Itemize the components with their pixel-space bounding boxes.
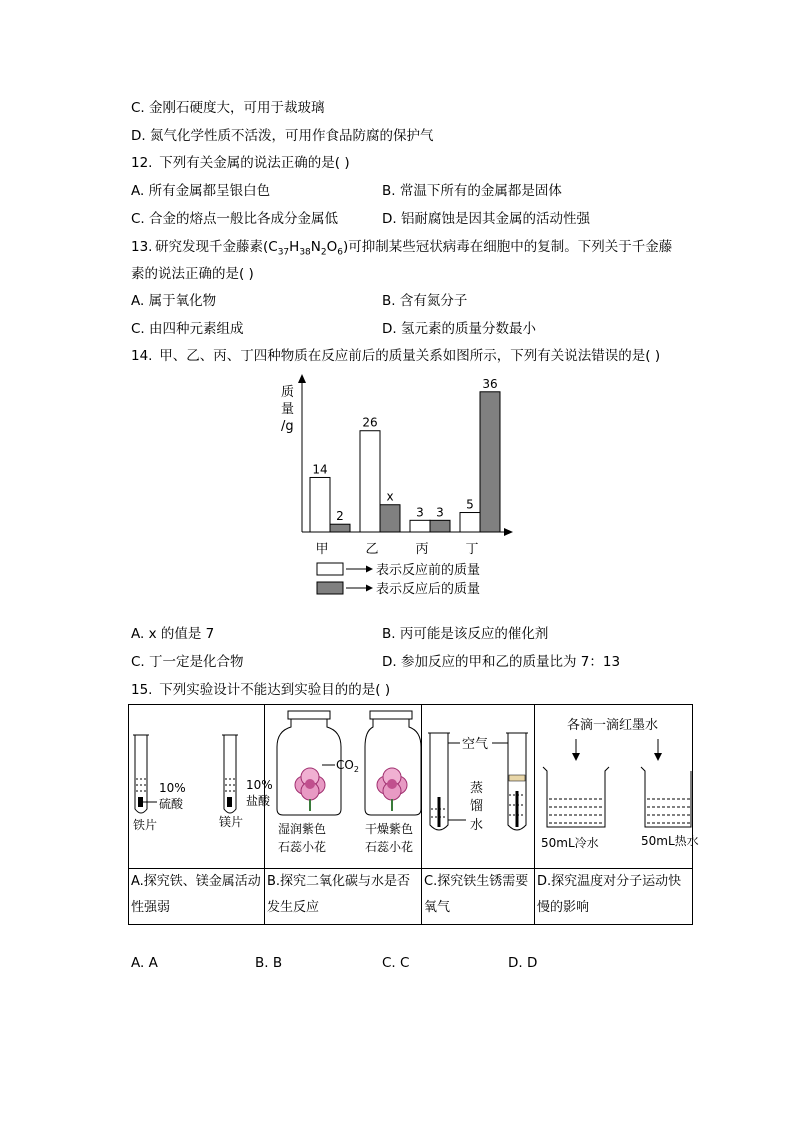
- legend-arrow-head: [366, 585, 373, 592]
- question-15-stem: [131, 678, 390, 698]
- bar-value-label: 36: [482, 376, 498, 391]
- flower-right-line2: 石蕊小花: [365, 840, 414, 854]
- air-label: 空气: [462, 737, 489, 752]
- legend-label-after: 表示反应后的质量: [376, 582, 481, 597]
- test-tube-1: [133, 735, 149, 813]
- q14-option-d: D. 参加反应的甲和乙的质量比为 7：13: [382, 654, 621, 670]
- experiment-a-caption: [129, 869, 265, 925]
- experiment-b-caption: [265, 869, 422, 925]
- q12-option-a: A. 所有金属都呈银白色: [131, 183, 271, 199]
- question-number: 12.: [131, 155, 153, 171]
- x-tick-label: 甲: [315, 542, 329, 557]
- x-tick-label: 丙: [415, 542, 429, 557]
- q12-option-b: B. 常温下所有的金属都是固体: [382, 183, 562, 199]
- stem-part: )可抑制某些冠状病毒在细胞中的复制。下列关于千金藤: [342, 239, 673, 255]
- water-label-2: 馏: [470, 799, 484, 814]
- formula-element: H: [289, 239, 300, 255]
- bar-value-label: x: [386, 489, 394, 504]
- question-number: 13.: [131, 239, 153, 255]
- y-label-3: /g: [281, 419, 294, 434]
- q15-option-d: D. D: [508, 955, 538, 971]
- experiment-c-figure: [422, 705, 535, 869]
- q14-option-b: B. 丙可能是该反应的催化剂: [382, 626, 549, 642]
- cold-water-label: 50mL冷水: [541, 836, 599, 850]
- q15-option-a: A. A: [131, 955, 158, 971]
- bar-value-label: 14: [312, 462, 328, 477]
- bar-甲-after: [330, 524, 350, 532]
- q13-option-d: D. 氢元素的质量分数最小: [382, 321, 536, 337]
- caption-text: D.探究温度对分子运动快慢的影响: [537, 874, 682, 915]
- formula-sub: 37: [277, 247, 290, 258]
- bar-甲-before: [310, 477, 330, 532]
- bar-丁-after: [480, 392, 500, 532]
- legend-arrow-head: [366, 566, 373, 573]
- x-axis-arrow: [504, 528, 513, 536]
- beaker-diagram-d: [535, 705, 699, 868]
- rust-diagram-c: [422, 705, 534, 868]
- tube-diagram-a: [129, 705, 273, 868]
- test-tube-right: [506, 733, 528, 830]
- metal2-label: 镁片: [219, 815, 244, 829]
- q15-option-b: B. B: [255, 955, 283, 971]
- q12-option-c: C. 合金的熔点一般比各成分金属低: [131, 211, 339, 227]
- question-12-stem: [131, 151, 350, 171]
- acid1-label: 10%: [159, 781, 186, 795]
- legend-label-before: 表示反应前的质量: [376, 563, 481, 578]
- hot-water-label: 50mL热水: [641, 834, 699, 848]
- experiment-table: [128, 704, 699, 925]
- experiment-c-caption: [422, 869, 535, 925]
- water-label-1: 蒸: [470, 781, 484, 796]
- q13-option-b: B. 含有氮分子: [382, 293, 468, 309]
- y-label-1: 质: [281, 385, 295, 400]
- test-tube-left: [428, 733, 450, 830]
- experiment-a-figure: [129, 705, 273, 869]
- flower-right-line1: 干燥紫色: [365, 822, 414, 836]
- acid2-label: 10%: [246, 778, 273, 792]
- question-number: 15.: [131, 682, 153, 698]
- q12-option-d: D. 铝耐腐蚀是因其金属的活动性强: [382, 211, 590, 227]
- bar-value-label: 26: [362, 415, 378, 430]
- formula-element: N: [310, 239, 321, 255]
- bar-丙-after: [430, 520, 450, 532]
- x-tick-label: 乙: [365, 542, 379, 557]
- co2-label: $CO_2$: [336, 758, 359, 774]
- acid2-name: 盐酸: [246, 794, 271, 808]
- bar-value-label: 5: [466, 497, 474, 512]
- bar-乙-before: [360, 431, 380, 532]
- experiment-d-figure: [535, 705, 699, 869]
- caption-text: B.探究二氧化碳与水是否发生反应: [267, 874, 411, 915]
- experiment-d-caption: [535, 869, 693, 925]
- question-14-stem: [131, 344, 660, 364]
- question-text: 下列实验设计不能达到实验目的的是( ): [159, 682, 391, 698]
- q14-option-c: C. 丁一定是化合物: [131, 654, 244, 670]
- q13-option-a: A. 属于氧化物: [131, 293, 217, 309]
- caption-text: A.探究铁、镁金属活动性强弱: [131, 874, 261, 915]
- legend-swatch-after: [317, 582, 343, 594]
- question-number: 14.: [131, 348, 153, 364]
- formula-sub: 6: [337, 247, 343, 258]
- legend-swatch-before: [317, 563, 343, 575]
- bottle-diagram-b: [265, 705, 421, 868]
- formula-sub: 38: [299, 247, 311, 258]
- y-axis-arrow: [298, 374, 306, 383]
- q15-option-c: C. C: [382, 955, 410, 971]
- bottle-right: [365, 711, 421, 815]
- question-text: 下列有关金属的说法正确的是( ): [159, 155, 350, 171]
- beaker-hot: [641, 767, 691, 827]
- formula-element: O: [326, 239, 338, 255]
- bar-乙-after: [380, 505, 400, 532]
- q13-option-c: C. 由四种元素组成: [131, 321, 244, 337]
- bar-丙-before: [410, 520, 430, 532]
- bar-value-label: 3: [436, 505, 444, 520]
- question-text: 甲、乙、丙、丁四种物质在反应前后的质量关系如图所示，下列有关说法错误的是( ): [159, 348, 661, 364]
- acid1-name: 硫酸: [159, 797, 184, 811]
- bar-value-label: 2: [336, 509, 344, 524]
- option-d-previous: D. 氮气化学性质不活泼，可用作食品防腐的保护气: [131, 128, 434, 144]
- mass-bar-chart: [270, 372, 520, 604]
- bar-丁-before: [460, 513, 480, 532]
- metal1-label: 铁片: [133, 818, 158, 832]
- x-tick-label: 丁: [465, 542, 479, 557]
- test-tube-2: [222, 735, 238, 813]
- formula-sub: 2: [320, 247, 327, 258]
- stem-part: 研究发现千金藤素(C: [155, 239, 278, 255]
- bottle-left: [277, 711, 341, 815]
- ink-label: 各滴一滴红墨水: [567, 718, 659, 733]
- flower-left-line2: 石蕊小花: [278, 840, 327, 854]
- experiment-b-figure: [265, 705, 422, 869]
- question-13-stem: [131, 235, 672, 258]
- caption-text: C.探究铁生锈需要氧气: [424, 874, 529, 915]
- question-13-stem-cont: 素的说法正确的是( ): [131, 266, 254, 282]
- beaker-cold: [543, 767, 609, 827]
- y-label-2: 量: [281, 402, 295, 417]
- flower-left-line1: 湿润紫色: [278, 822, 327, 836]
- q14-option-a: A. x 的值是 7: [131, 626, 215, 642]
- water-label-3: 水: [470, 818, 484, 833]
- bar-value-label: 3: [416, 505, 424, 520]
- option-c-previous: C. 金刚石硬度大，可用于裁玻璃: [131, 100, 325, 116]
